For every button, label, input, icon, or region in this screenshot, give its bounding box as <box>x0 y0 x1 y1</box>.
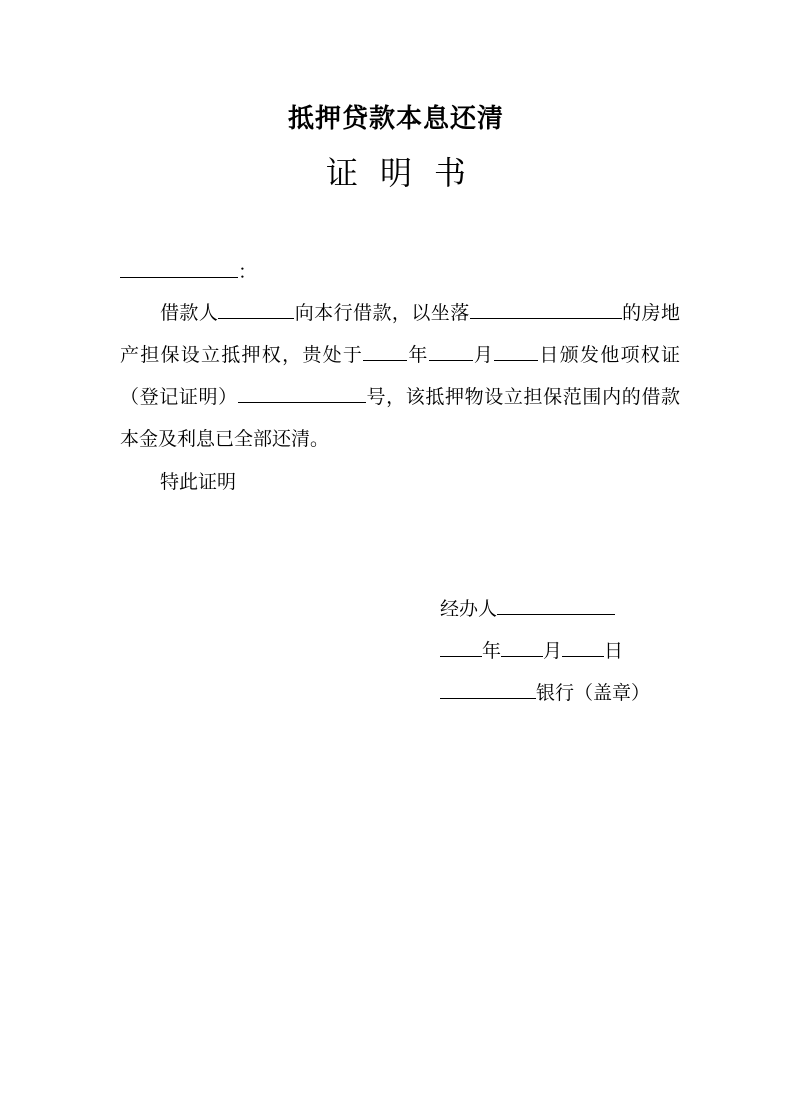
handler-label: 经办人 <box>440 598 498 620</box>
sign-year-label: 年 <box>482 640 502 662</box>
body-mortgage-text: 的房地产担保设立抵押权，贵处于 <box>120 302 680 366</box>
location-blank <box>470 298 622 319</box>
bank-name-blank <box>440 678 536 699</box>
body-loan-text: 向本行借款，以坐落 <box>294 302 470 324</box>
issue-year-blank <box>363 340 407 361</box>
sign-day-blank <box>562 636 604 657</box>
addressee-blank <box>120 257 238 278</box>
handler-line <box>440 588 615 630</box>
addressee-colon: ： <box>238 261 258 283</box>
certificate-number-blank <box>238 382 366 403</box>
sign-year-blank <box>440 636 482 657</box>
bank-seal-line <box>440 672 650 714</box>
sign-month-blank <box>501 636 543 657</box>
certificate-body <box>120 292 680 460</box>
body-certificate-text: 日颁发他项权证（登记证明） <box>120 344 680 408</box>
body-month-label: 月 <box>472 344 495 366</box>
body-year-label: 年 <box>407 344 429 366</box>
addressee-line <box>120 251 680 293</box>
bank-seal-label: 银行（盖章） <box>536 682 651 704</box>
borrower-blank <box>218 298 294 319</box>
handler-blank <box>497 594 615 615</box>
document-title: 抵押贷款本息还清 <box>287 104 504 134</box>
signature-date-line <box>440 630 623 672</box>
body-repaid-text: 号，该抵押物设立担保范围内的借款本金及利息已全部还清。 <box>120 386 680 450</box>
closing-statement: 特此证明 <box>160 471 237 493</box>
sign-month-label: 月 <box>543 640 563 662</box>
issue-month-blank <box>429 340 473 361</box>
body-borrower-label: 借款人 <box>160 302 219 324</box>
document-subtitle: 证明书 <box>325 154 488 192</box>
issue-day-blank <box>494 340 538 361</box>
sign-day-label: 日 <box>604 640 624 662</box>
